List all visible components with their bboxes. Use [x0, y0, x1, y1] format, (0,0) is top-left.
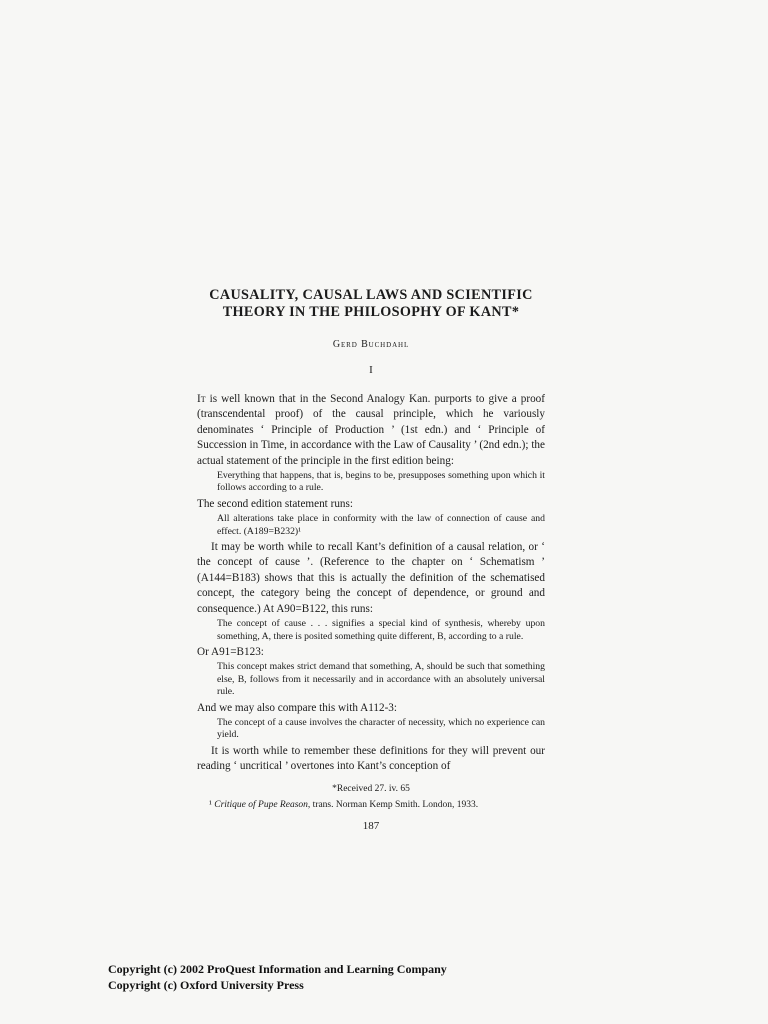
- paragraph-3: It may be worth while to recall Kant’s definition of a causal relation, or ‘ the concept of cause ’. (Reference to the chapter on ‘ Schematism ’ (A144=B183) shows that this is actually the definition of the schematised concept, the category being the concept of dependence, or ground and consequence.) At A90=B122, this runs:: [197, 541, 545, 615]
- section-number: I: [369, 364, 373, 376]
- paragraph-5: And we may also compare this with A112-3:: [197, 701, 397, 714]
- title-line-2: THEORY IN THE PHILOSOPHY OF KANT*: [222, 304, 520, 320]
- footnote-1: [197, 799, 545, 812]
- article-page: [197, 287, 545, 832]
- copyright-line-1: Copyright (c) 2002 ProQuest Information and Learning Company: [108, 962, 447, 976]
- block-quote-1: Everything that happens, that is, begins to be, presupposes something upon which it follows according to a rule.: [217, 470, 545, 494]
- copyright-line-2: Copyright (c) Oxford University Press: [108, 977, 304, 992]
- author: Gerd Buchdahl: [332, 339, 410, 350]
- page-number: 187: [362, 819, 380, 832]
- footnote-title: Critique of Pupe Reason: [214, 799, 308, 810]
- block-quote-2: All alterations take place in conformity with the law of connection of cause and effect. (A189=B232)¹: [217, 513, 545, 537]
- block-quote-5: The concept of a cause involves the character of necessity, which no experience can yield.: [217, 716, 545, 741]
- paragraph-lead: It: [197, 393, 206, 405]
- footnote-mark: ¹: [209, 799, 215, 810]
- block-quote-4: This concept makes strict demand that something, A, should be such that something else, B, follows from it necessarily and in accordance with an absolutely universal rule.: [217, 661, 545, 698]
- received-note: *Received 27. iv. 65: [332, 783, 410, 794]
- paragraph-4: Or A91=B123:: [197, 645, 264, 658]
- paragraph-2: The second edition statement runs:: [197, 497, 353, 510]
- title-line-1: CAUSALITY, CAUSAL LAWS AND SCIENTIFIC: [209, 287, 533, 303]
- paragraph-1-text: is well known that in the Second Analogy Kan. purports to give a proof (transcendental proof) of the causal principle, which he variously denominates ‘ Principle of Production ’ (1st edn.) and ‘ Principle of Succession in Time, in accordance with the Law of Causality ’ (2nd edn.); the actual statement of the principle in the first edition being:: [197, 393, 545, 467]
- footnotes: [197, 783, 545, 812]
- article-title: [197, 287, 545, 321]
- copyright-block: [108, 962, 447, 993]
- article-body: [197, 392, 545, 775]
- block-quote-3: The concept of cause . . . signifies a special kind of synthesis, whereby upon something, A, there is posited something quite different, B, according to a rule.: [217, 618, 545, 642]
- paragraph-6: It is worth while to remember these definitions for they will prevent our reading ‘ uncritical ’ overtones into Kant’s conception of: [197, 744, 545, 773]
- footnote-text: , trans. Norman Kemp Smith. London, 1933.: [307, 799, 479, 810]
- paragraph-1: [197, 392, 545, 469]
